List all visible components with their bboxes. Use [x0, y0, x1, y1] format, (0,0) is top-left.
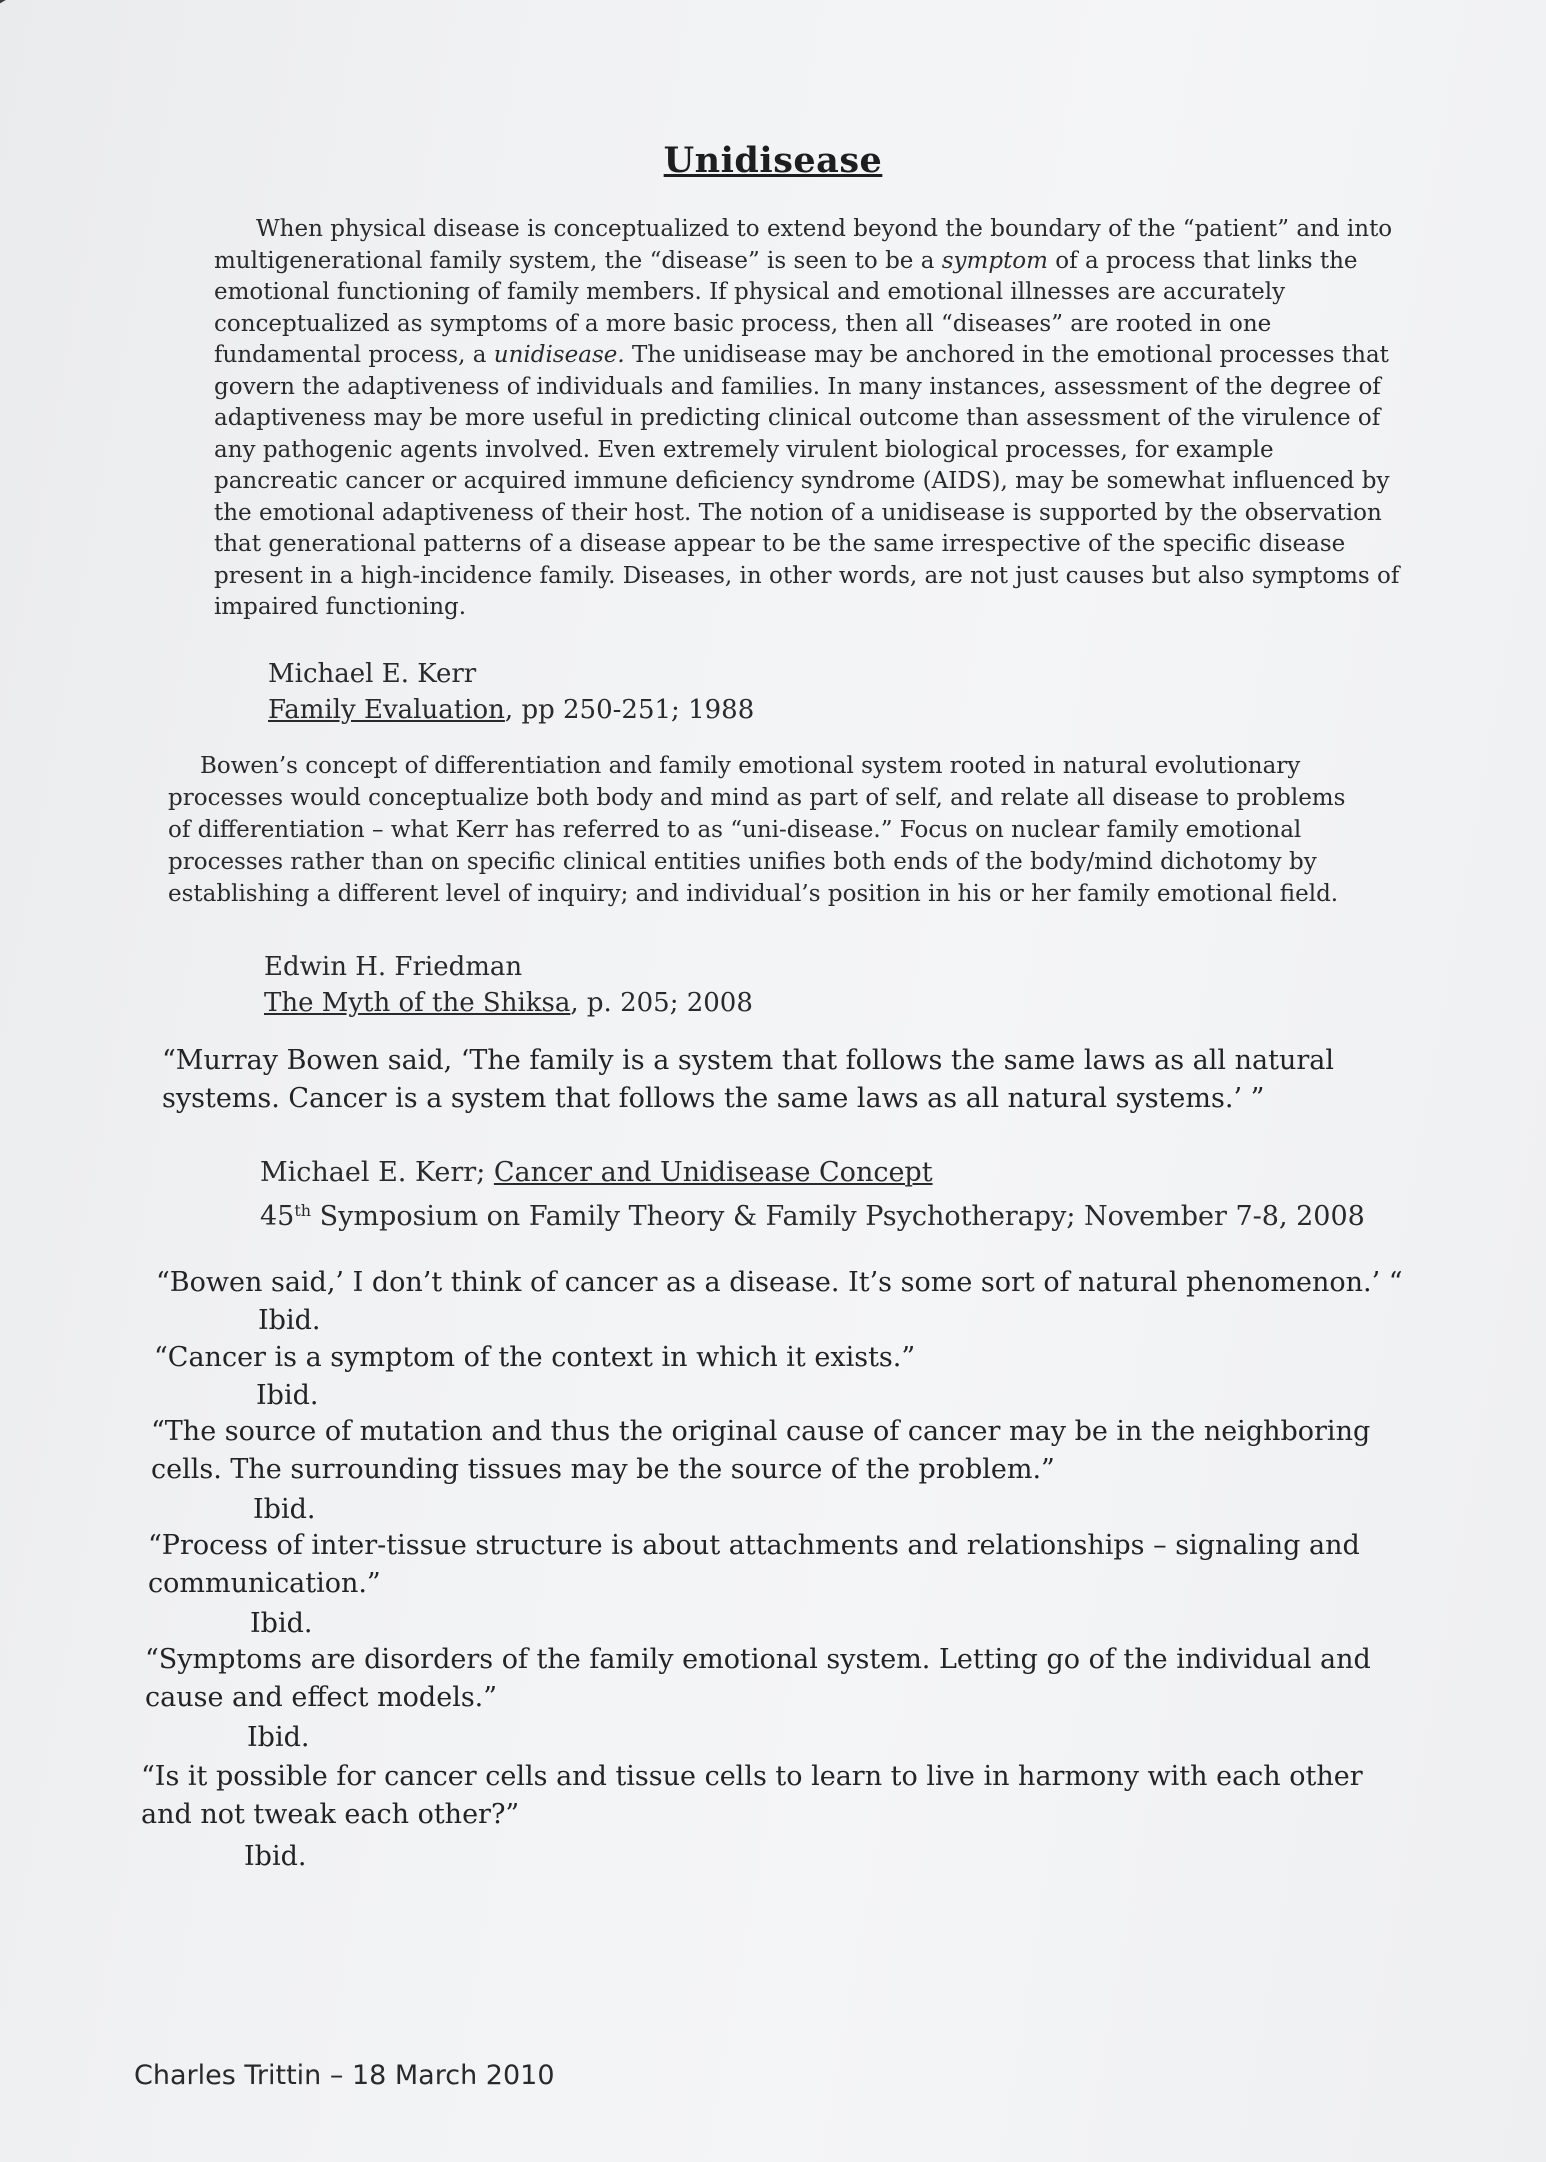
quote-line: systems. Cancer is a system that follows the same laws as all natural systems.’ ”: [162, 1083, 1265, 1114]
symposium-ordinal: th: [294, 1201, 312, 1220]
citation-author-name: Michael E. Kerr;: [260, 1157, 494, 1188]
quote-line: “Process of inter-tissue structure is about attachments and relationships – signaling and: [148, 1530, 1360, 1561]
page-title: Unidisease: [663, 140, 883, 181]
quote-block: [151, 1413, 1370, 1489]
quote-block: [156, 1264, 1403, 1302]
citation-title: Family Evaluation: [268, 695, 505, 725]
citation-pages: , p. 205; 2008: [570, 988, 753, 1018]
friedman-citation: [264, 949, 753, 1021]
symposium-details: Symposium on Family Theory & Family Psychotherapy; November 7-8, 2008: [311, 1201, 1365, 1232]
ibid-label: Ibid.: [244, 1841, 307, 1872]
quote-line: “Symptoms are disorders of the family emotional system. Letting go of the individual and: [145, 1644, 1371, 1675]
paragraph-line: govern the adaptiveness of individuals and families. In many instances, assessment of the degree of: [214, 373, 1381, 400]
paragraph-line: of differentiation – what Kerr has referred to as “uni-disease.” Focus on nuclear family emotional: [168, 817, 1302, 843]
quote-line: “Bowen said,’ I don’t think of cancer as a disease. It’s some sort of natural phenomenon.’ “: [156, 1267, 1403, 1298]
quote-block: [141, 1758, 1363, 1834]
symposium-number: 45: [260, 1201, 295, 1232]
paragraph-line: that generational patterns of a disease appear to be the same irrespective of the specific disease: [214, 531, 1346, 557]
citation-author: [260, 1154, 1365, 1192]
quote-line: “Is it possible for cancer cells and tissue cells to learn to live in harmony with each other: [141, 1761, 1363, 1792]
paragraph-line: fundamental process, a unidisease. The unidisease may be anchored in the emotional processes that: [214, 342, 1389, 368]
citation-source: [264, 985, 753, 1021]
paragraph-line: multigenerational family system, the “disease” is seen to be a symptom of a process that links the: [214, 247, 1358, 274]
paragraph-line: processes rather than on specific clinical entities unifies both ends of the body/mind dichotomy by: [168, 849, 1317, 875]
citation-source: [268, 692, 754, 728]
friedman-paragraph: [168, 750, 1368, 910]
quote-line: communication.”: [148, 1568, 381, 1599]
quote-line: “Cancer is a symptom of the context in which it exists.”: [154, 1342, 916, 1373]
page-footer: Charles Trittin – 18 March 2010: [134, 2060, 555, 2091]
citation-author: Michael E. Kerr: [268, 659, 477, 689]
ibid-label: Ibid.: [258, 1305, 321, 1336]
quote-line: cause and effect models.”: [145, 1682, 498, 1713]
ibid-label: Ibid.: [256, 1380, 319, 1411]
quote-line: cells. The surrounding tissues may be the source of the problem.”: [151, 1454, 1055, 1485]
quote-line: “Murray Bowen said, ‘The family is a system that follows the same laws as all natural: [162, 1045, 1334, 1076]
paragraph-line: When physical disease is conceptualized to extend beyond the boundary of the “patient” and into: [256, 216, 1393, 242]
ibid-label: Ibid.: [253, 1494, 316, 1525]
quote-block: [148, 1527, 1360, 1603]
paragraph-line: emotional functioning of family members. If physical and emotional illnesses are accurately: [214, 279, 1286, 305]
citation-pages: , pp 250-251; 1988: [504, 695, 755, 725]
paragraph-line: impaired functioning.: [214, 594, 467, 620]
symposium-citation: [260, 1154, 1365, 1236]
ibid-label: Ibid.: [247, 1722, 310, 1753]
paragraph-line: conceptualized as symptoms of a more basic process, then all “diseases” are rooted in one: [214, 310, 1272, 337]
quote-block: [145, 1641, 1371, 1717]
paragraph-line: pancreatic cancer or acquired immune deficiency syndrome (AIDS), may be somewhat influenced by: [214, 468, 1390, 494]
page-corner-fold: [0, 0, 60, 40]
kerr-citation: [268, 656, 754, 728]
paragraph-line: processes would conceptualize both body and mind as part of self, and relate all disease to problems: [168, 785, 1346, 811]
paragraph-line: the emotional adaptiveness of their host. The notion of a unidisease is supported by the observation: [214, 499, 1382, 526]
citation-title: Cancer and Unidisease Concept: [493, 1157, 933, 1188]
quote-line: “The source of mutation and thus the original cause of cancer may be in the neighboring: [151, 1416, 1371, 1447]
paragraph-line: present in a high-incidence family. Diseases, in other words, are not just causes but also symptoms of: [214, 562, 1400, 589]
citation-author: Edwin H. Friedman: [264, 952, 523, 982]
quote-line: and not tweak each other?”: [141, 1799, 520, 1830]
quote-block: [154, 1339, 915, 1377]
citation-title: The Myth of the Shiksa: [264, 988, 571, 1018]
kerr-paragraph: [172, 214, 1400, 624]
paragraph-line: Bowen’s concept of differentiation and family emotional system rooted in natural evolutionary: [200, 753, 1301, 779]
paragraph-line: any pathogenic agents involved. Even extremely virulent biological processes, for example: [214, 436, 1274, 463]
citation-event: [260, 1192, 1365, 1236]
paragraph-line: establishing a different level of inquiry; and individual’s position in his or her family emotional field.: [168, 881, 1339, 907]
ibid-label: Ibid.: [250, 1608, 313, 1639]
paragraph-line: adaptiveness may be more useful in predicting clinical outcome than assessment of the virulence of: [214, 405, 1381, 431]
bowen-system-quote: [162, 1042, 1334, 1118]
